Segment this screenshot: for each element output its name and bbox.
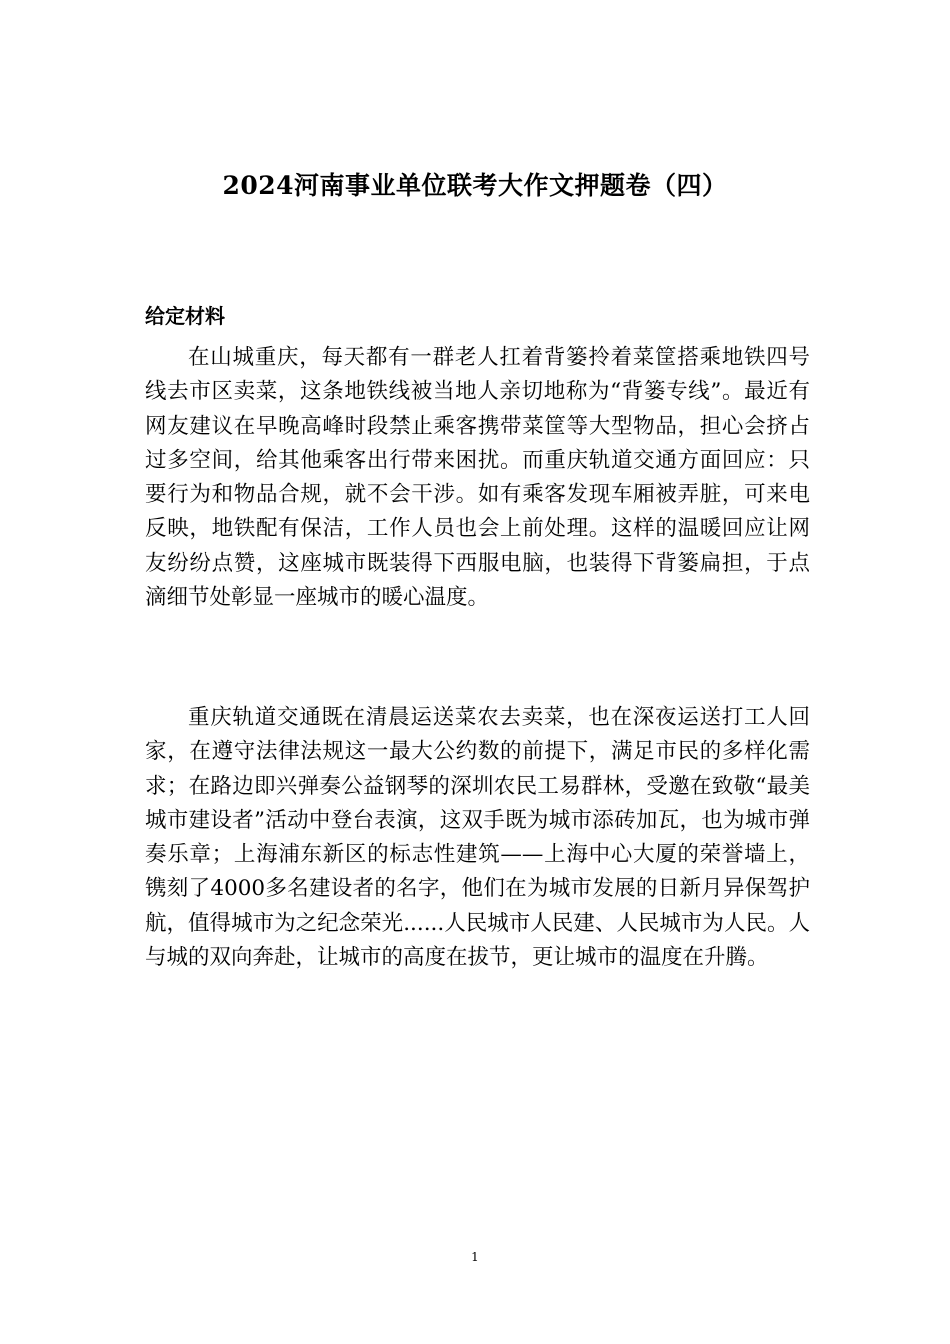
page-number: 1 xyxy=(471,1250,479,1264)
paragraph-2: 重庆轨道交通既在清晨运送菜农去卖菜，也在深夜运送打工人回家，在遵守法律法规这一最大公约数的前提下，满足市民的多样化需求；在路边即兴弹奏公益钢琴的深圳农民工易群林，受邀在致敬“最美城市建设者”活动中登台表演，这双手既为城市添砖加瓦，也为城市弹奏乐章；上海浦东新区的标志性建筑——上海中心大厦的荣誉墙上，镌刻了4000多名建设者的名字，他们在为城市发展的日新月异保驾护航，值得城市为之纪念荣光......人民城市人民建、人民城市为人民。人与城的双向奔赴，让城市的高度在拔节，更让城市的温度在升腾。 xyxy=(145,705,810,971)
page-title: 2024河南事业单位联考大作文押题卷（四） xyxy=(222,171,728,200)
section-heading: 给定材料 xyxy=(145,304,225,328)
paragraph-1: 在山城重庆，每天都有一群老人扛着背篓拎着菜筐搭乘地铁四号线去市区卖菜，这条地铁线被当地人亲切地称为“背篓专线”。最近有网友建议在早晚高峰时段禁止乘客携带菜筐等大型物品，担心会挤占过多空间，给其他乘客出行带来困扰。而重庆轨道交通方面回应：只要行为和物品合规，就不会干涉。如有乘客发现车厢被弄脏，可来电反映，地铁配有保洁，工作人员也会上前处理。这样的温暖回应让网友纷纷点赞，这座城市既装得下西服电脑，也装得下背篓扁担，于点滴细节处彰显一座城市的暖心温度。 xyxy=(145,345,810,611)
